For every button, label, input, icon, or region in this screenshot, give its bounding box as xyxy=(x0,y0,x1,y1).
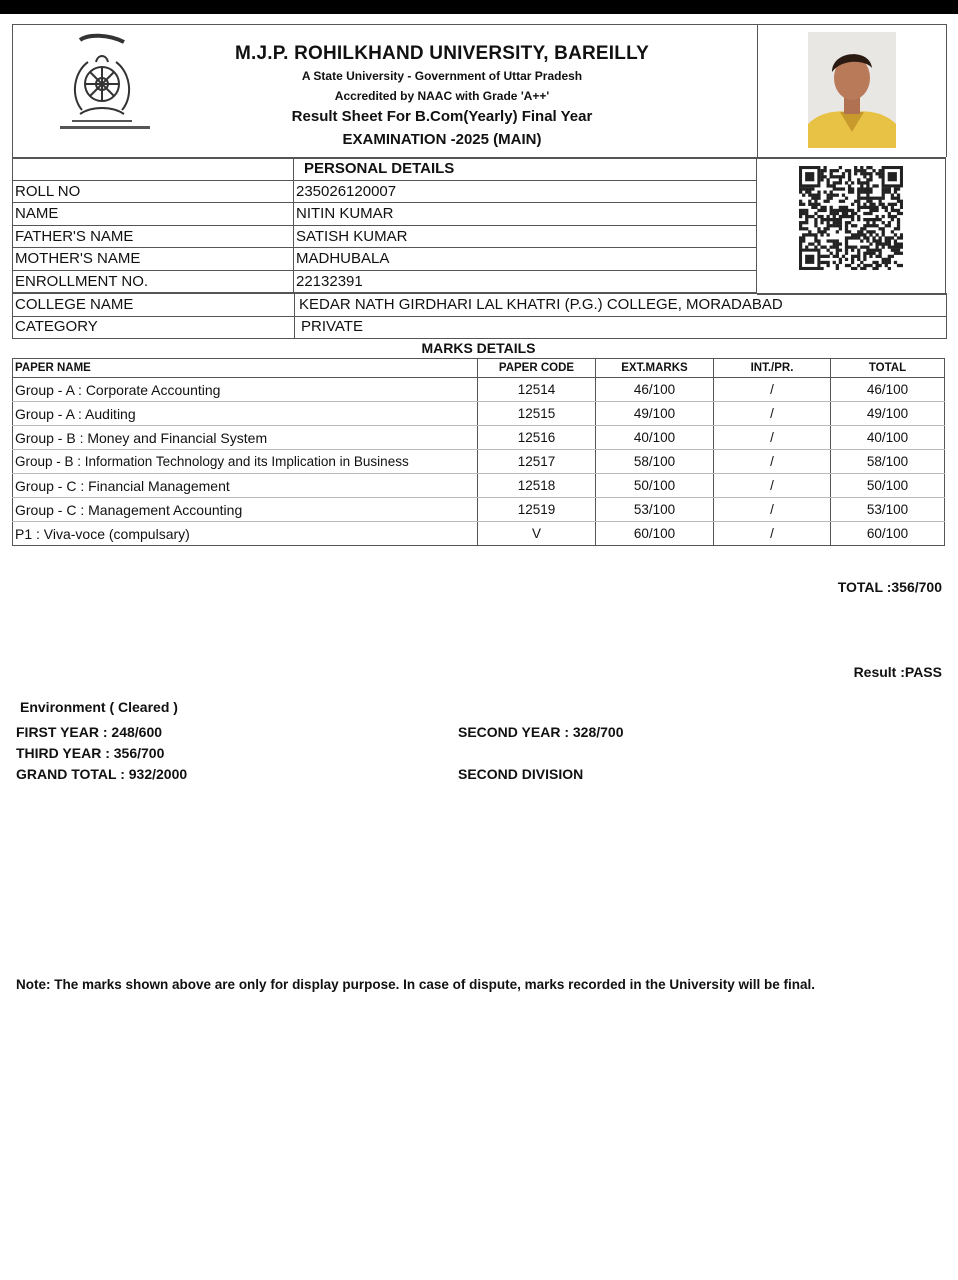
university-name: M.J.P. ROHILKHAND UNIVERSITY, BAREILLY xyxy=(234,43,650,64)
grand-total: GRAND TOTAL : 932/2000 xyxy=(16,766,188,782)
int-marks: / xyxy=(714,450,831,474)
paper-code: 12519 xyxy=(478,498,596,522)
sheet-title: Result Sheet For B.Com(Yearly) Final Year xyxy=(291,108,593,125)
accreditation-text: Accredited by NAAC with Grade 'A++' xyxy=(334,89,550,103)
university-subtitle: A State University - Government of Uttar Pradesh xyxy=(301,69,583,83)
mother-name-value: MADHUBALA xyxy=(294,248,757,271)
paper-code: 12515 xyxy=(478,402,596,426)
college-row xyxy=(12,293,947,317)
personal-details-heading: PERSONAL DETAILS xyxy=(294,158,757,181)
enrollment-label: ENROLLMENT NO. xyxy=(13,270,294,293)
mother-name-label: MOTHER'S NAME xyxy=(13,248,294,271)
table-row xyxy=(13,450,945,474)
detail-row xyxy=(13,225,757,248)
paper-total: 58/100 xyxy=(831,450,945,474)
ext-marks: 46/100 xyxy=(596,378,714,402)
paper-code: 12518 xyxy=(478,474,596,498)
col-ext-marks: EXT.MARKS xyxy=(596,359,714,378)
table-row xyxy=(13,402,945,426)
paper-code: 12516 xyxy=(478,426,596,450)
col-paper-code: PAPER CODE xyxy=(478,359,596,378)
roll-no-value: 235026120007 xyxy=(294,180,757,203)
category-value: PRIVATE xyxy=(294,316,363,338)
environment-status: Environment ( Cleared ) xyxy=(20,699,178,715)
paper-total: 49/100 xyxy=(831,402,945,426)
third-year-marks: THIRD YEAR : 356/700 xyxy=(16,745,165,761)
college-value: KEDAR NATH GIRDHARI LAL KHATRI (P.G.) COLLEGE, MORADABAD xyxy=(294,294,783,316)
personal-heading-spacer xyxy=(13,158,294,181)
paper-name: Group - A : Corporate Accounting xyxy=(13,378,478,402)
division: SECOND DIVISION xyxy=(458,766,584,782)
col-total: TOTAL xyxy=(831,359,945,378)
int-marks: / xyxy=(714,378,831,402)
paper-total: 40/100 xyxy=(831,426,945,450)
paper-code: 12517 xyxy=(478,450,596,474)
paper-name: Group - B : Money and Financial System xyxy=(13,426,478,450)
father-name-value: SATISH KUMAR xyxy=(294,225,757,248)
category-label: CATEGORY xyxy=(15,318,98,335)
detail-row xyxy=(13,248,757,271)
paper-name: Group - B : Information Technology and its Implication in Business xyxy=(13,450,478,474)
marks-details-heading: MARKS DETAILS xyxy=(421,340,536,356)
first-year-marks: FIRST YEAR : 248/600 xyxy=(16,724,163,740)
col-paper-name: PAPER NAME xyxy=(13,359,478,378)
student-photo xyxy=(808,32,896,148)
detail-row xyxy=(13,270,757,293)
table-row xyxy=(13,426,945,450)
ext-marks: 50/100 xyxy=(596,474,714,498)
disclaimer-note: Note: The marks shown above are only for display purpose. In case of dispute, marks recorded in the University will be final. xyxy=(16,977,815,992)
name-value: NITIN KUMAR xyxy=(294,203,757,226)
int-marks: / xyxy=(714,402,831,426)
college-label: COLLEGE NAME xyxy=(15,296,134,313)
paper-name: Group - C : Financial Management xyxy=(13,474,478,498)
result-status: Result :PASS xyxy=(853,664,942,680)
father-name-label: FATHER'S NAME xyxy=(13,225,294,248)
grand-year-total: TOTAL :356/700 xyxy=(837,579,942,595)
detail-row xyxy=(13,180,757,203)
table-row xyxy=(13,498,945,522)
int-marks: / xyxy=(714,522,831,546)
paper-total: 50/100 xyxy=(831,474,945,498)
paper-code: 12514 xyxy=(478,378,596,402)
ext-marks: 53/100 xyxy=(596,498,714,522)
top-bar xyxy=(0,0,958,14)
col-int-pr: INT./PR. xyxy=(714,359,831,378)
paper-name: P1 : Viva-voce (compulsary) xyxy=(13,522,478,546)
table-row xyxy=(13,522,945,546)
paper-total: 60/100 xyxy=(831,522,945,546)
university-emblem-icon xyxy=(52,32,162,136)
exam-title: EXAMINATION -2025 (MAIN) xyxy=(342,131,542,148)
ext-marks: 40/100 xyxy=(596,426,714,450)
ext-marks: 49/100 xyxy=(596,402,714,426)
personal-details-table xyxy=(12,157,757,293)
second-year-marks: SECOND YEAR : 328/700 xyxy=(458,724,624,740)
paper-name: Group - A : Auditing xyxy=(13,402,478,426)
marks-table xyxy=(12,358,945,546)
qr-code-icon xyxy=(799,166,903,270)
paper-total: 46/100 xyxy=(831,378,945,402)
int-marks: / xyxy=(714,474,831,498)
table-row xyxy=(13,474,945,498)
category-row xyxy=(12,316,947,339)
ext-marks: 60/100 xyxy=(596,522,714,546)
name-label: NAME xyxy=(13,203,294,226)
paper-code: V xyxy=(478,522,596,546)
enrollment-value: 22132391 xyxy=(294,270,757,293)
paper-total: 53/100 xyxy=(831,498,945,522)
paper-name: Group - C : Management Accounting xyxy=(13,498,478,522)
detail-row xyxy=(13,203,757,226)
roll-no-label: ROLL NO xyxy=(13,180,294,203)
int-marks: / xyxy=(714,498,831,522)
table-row xyxy=(13,378,945,402)
ext-marks: 58/100 xyxy=(596,450,714,474)
int-marks: / xyxy=(714,426,831,450)
